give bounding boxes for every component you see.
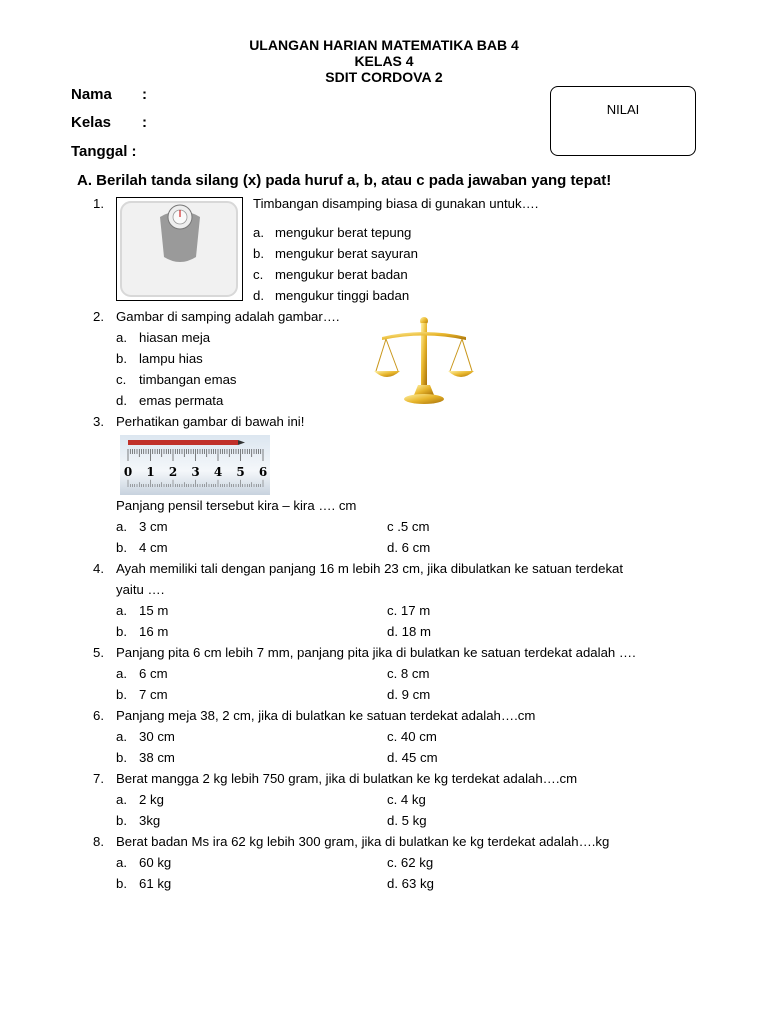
q1-option-c: mengukur berat badan	[275, 267, 408, 282]
nama-label: Nama	[71, 86, 112, 103]
q2-option-a: hiasan meja	[139, 330, 211, 345]
section-a-title: A. Berilah tanda silang (x) pada huruf a, b, atau c pada jawaban yang tepat!	[77, 172, 612, 189]
q8-option-c: c. 62 kg	[387, 855, 434, 870]
q7-option-b: 3kg	[139, 813, 161, 828]
q7-option-a-letter: a.	[116, 792, 127, 807]
q3-option-b-letter: b.	[116, 540, 127, 555]
bathroom-scale-image	[116, 197, 243, 301]
q2-option-c-letter: c.	[116, 372, 127, 387]
ruler-label: 0	[123, 465, 133, 479]
q2-text: Gambar di samping adalah gambar….	[116, 309, 340, 324]
q4-option-a-letter: a.	[116, 603, 127, 618]
q3-option-a: 3 cm	[139, 519, 168, 534]
q4-option-b: 16 m	[139, 624, 169, 639]
q1-option-b-letter: b.	[253, 246, 264, 261]
ruler-label: 1	[146, 465, 155, 479]
q2-option-a-letter: a.	[116, 330, 127, 345]
kelas-label: Kelas	[71, 114, 112, 131]
q3-option-a-letter: a.	[116, 519, 127, 534]
nilai-label: NILAI	[606, 102, 640, 117]
q8-option-a: 60 kg	[139, 855, 172, 870]
q8-option-b: 61 kg	[139, 876, 172, 891]
q4-number: 4.	[93, 561, 104, 576]
q1-option-c-letter: c.	[253, 267, 264, 282]
ruler-label: 5	[236, 465, 245, 479]
ruler-label: 6	[258, 465, 268, 479]
ruler-label: 4	[213, 465, 223, 479]
q3-option-d: d. 6 cm	[387, 540, 431, 555]
q7-option-a: 2 kg	[139, 792, 164, 807]
q2-number: 2.	[93, 309, 104, 324]
q2-option-b: lampu hias	[139, 351, 203, 366]
ruler-pencil-image	[120, 435, 270, 495]
exam-class: KELAS 4	[354, 53, 414, 69]
q1-option-a: mengukur berat tepung	[275, 225, 412, 240]
gold-balance-scale-image	[372, 315, 474, 405]
q8-number: 8.	[93, 834, 104, 849]
q6-option-a: 30 cm	[139, 729, 175, 744]
q7-option-c: c. 4 kg	[387, 792, 426, 807]
q1-text: Timbangan disamping biasa di gunakan untuk….	[253, 196, 539, 211]
q6-option-b: 38 cm	[139, 750, 175, 765]
q3-option-b: 4 cm	[139, 540, 168, 555]
ruler-label: 3	[191, 465, 200, 479]
q4-text: Ayah memiliki tali dengan panjang 16 m lebih 23 cm, jika dibulatkan ke satuan terdekat	[116, 561, 624, 576]
nilai-box	[550, 86, 696, 156]
q6-option-a-letter: a.	[116, 729, 127, 744]
q4-option-d: d. 18 m	[387, 624, 431, 639]
q5-option-c: c. 8 cm	[387, 666, 430, 681]
q2-option-d: emas permata	[139, 393, 224, 408]
q5-number: 5.	[93, 645, 104, 660]
q4-option-a: 15 m	[139, 603, 169, 618]
q2-option-d-letter: d.	[116, 393, 127, 408]
q5-option-d: d. 9 cm	[387, 687, 431, 702]
q6-number: 6.	[93, 708, 104, 723]
ruler-label: 2	[168, 465, 178, 479]
q6-option-d: d. 45 cm	[387, 750, 438, 765]
q3-subtext: Panjang pensil tersebut kira – kira …. cm	[116, 498, 357, 513]
q1-option-b: mengukur berat sayuran	[275, 246, 418, 261]
q1-number: 1.	[93, 196, 104, 211]
q8-option-b-letter: b.	[116, 876, 127, 891]
q5-option-a: 6 cm	[139, 666, 168, 681]
q7-text: Berat mangga 2 kg lebih 750 gram, jika di bulatkan ke kg terdekat adalah….cm	[116, 771, 578, 786]
nama-colon: :	[142, 86, 147, 103]
exam-title: ULANGAN HARIAN MATEMATIKA BAB 4	[249, 37, 519, 53]
q3-option-c: c .5 cm	[387, 519, 430, 534]
q6-option-b-letter: b.	[116, 750, 127, 765]
q4-option-b-letter: b.	[116, 624, 127, 639]
q6-option-c: c. 40 cm	[387, 729, 437, 744]
kelas-colon: :	[142, 114, 147, 131]
q7-option-b-letter: b.	[116, 813, 127, 828]
q2-option-b-letter: b.	[116, 351, 127, 366]
q5-option-b: 7 cm	[139, 687, 168, 702]
q5-option-a-letter: a.	[116, 666, 127, 681]
q3-text: Perhatikan gambar di bawah ini!	[116, 414, 305, 429]
q4-option-c: c. 17 m	[387, 603, 431, 618]
q7-number: 7.	[93, 771, 104, 786]
q5-text: Panjang pita 6 cm lebih 7 mm, panjang pita jika di bulatkan ke satuan terdekat adalah ….	[116, 645, 636, 660]
q3-number: 3.	[93, 414, 104, 429]
q8-text: Berat badan Ms ira 62 kg lebih 300 gram, jika di bulatkan ke kg terdekat adalah….kg	[116, 834, 610, 849]
exam-school: SDIT CORDOVA 2	[325, 69, 443, 85]
q1-option-a-letter: a.	[253, 225, 264, 240]
q6-text: Panjang meja 38, 2 cm, jika di bulatkan ke satuan terdekat adalah….cm	[116, 708, 536, 723]
q5-option-b-letter: b.	[116, 687, 127, 702]
tanggal-label: Tanggal :	[71, 143, 137, 160]
q8-option-a-letter: a.	[116, 855, 127, 870]
q8-option-d: d. 63 kg	[387, 876, 434, 891]
q4-text-continued: yaitu ….	[116, 582, 165, 597]
q7-option-d: d. 5 kg	[387, 813, 427, 828]
pencil-body	[128, 440, 238, 445]
q1-option-d-letter: d.	[253, 288, 264, 303]
q2-option-c: timbangan emas	[139, 372, 237, 387]
q1-option-d: mengukur tinggi badan	[275, 288, 410, 303]
